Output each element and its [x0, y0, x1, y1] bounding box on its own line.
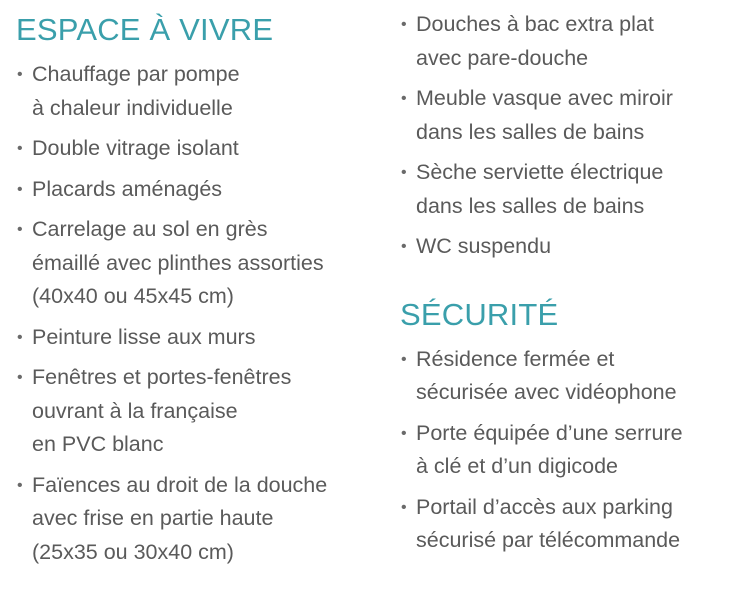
- list-item-text: Portail d’accès aux parking sécurisé par télécommande: [416, 494, 681, 552]
- bullet-icon: •: [401, 90, 407, 107]
- bullet-icon: •: [17, 476, 23, 494]
- list-item-text: Chauffage par pompe à chaleur individuelle: [32, 62, 240, 120]
- bullet-icon: •: [17, 140, 23, 157]
- list-item-text: Placards aménagés: [32, 176, 223, 201]
- living-space-list: [16, 58, 376, 569]
- bullet-icon: •: [17, 328, 23, 346]
- list-item: [400, 8, 740, 75]
- list-item: [400, 230, 740, 264]
- list-item: [16, 361, 376, 462]
- list-item-text: Fenêtres et portes-fenêtres ouvrant à la française en PVC blanc: [32, 365, 292, 456]
- list-item-text: Douches à bac extra plat avec pare-douche: [416, 12, 654, 70]
- left-column: [16, 0, 376, 576]
- list-item-text: Carrelage au sol en grès émaillé avec plinthes assorties (40x40 ou 45x45 cm): [32, 217, 324, 308]
- bullet-icon: •: [401, 238, 407, 255]
- list-item: [16, 321, 376, 355]
- security-list: [400, 343, 740, 558]
- list-item: [400, 156, 740, 223]
- list-item-text: WC suspendu: [416, 234, 552, 258]
- list-item: [400, 82, 740, 149]
- bullet-icon: •: [401, 350, 407, 368]
- bullet-icon: •: [401, 164, 407, 181]
- list-item: [400, 417, 740, 484]
- bullet-icon: •: [401, 424, 407, 442]
- list-item-text: Sèche serviette électrique dans les salles de bains: [416, 160, 664, 218]
- security-heading: SÉCURITÉ: [400, 296, 559, 332]
- bullet-icon: •: [401, 16, 407, 33]
- list-item: [400, 343, 740, 410]
- list-item-text: Faïences au droit de la douche avec frise en partie haute (25x35 ou 30x40 cm): [32, 472, 328, 564]
- list-item-text: Double vitrage isolant: [32, 136, 239, 160]
- living-space-list-continued: [400, 8, 740, 264]
- list-item-text: Résidence fermée et sécurisée avec vidéophone: [416, 346, 677, 404]
- right-column: [400, 0, 740, 565]
- list-item-text: Meuble vasque avec miroir dans les salles de bains: [416, 86, 673, 144]
- bullet-icon: •: [17, 369, 23, 386]
- list-item: [16, 213, 376, 314]
- bullet-icon: •: [17, 180, 23, 198]
- list-item: [16, 173, 376, 207]
- list-item-text: Peinture lisse aux murs: [32, 324, 256, 349]
- list-item-text: Porte équipée d’une serrure à clé et d’un digicode: [416, 420, 683, 478]
- bullet-icon: •: [17, 66, 23, 83]
- list-item: [16, 58, 376, 125]
- bullet-icon: •: [17, 221, 23, 238]
- bullet-icon: •: [401, 498, 407, 516]
- list-item: [16, 132, 376, 166]
- list-item: [16, 469, 376, 570]
- list-item: [400, 491, 740, 558]
- living-space-heading: ESPACE À VIVRE: [16, 12, 274, 47]
